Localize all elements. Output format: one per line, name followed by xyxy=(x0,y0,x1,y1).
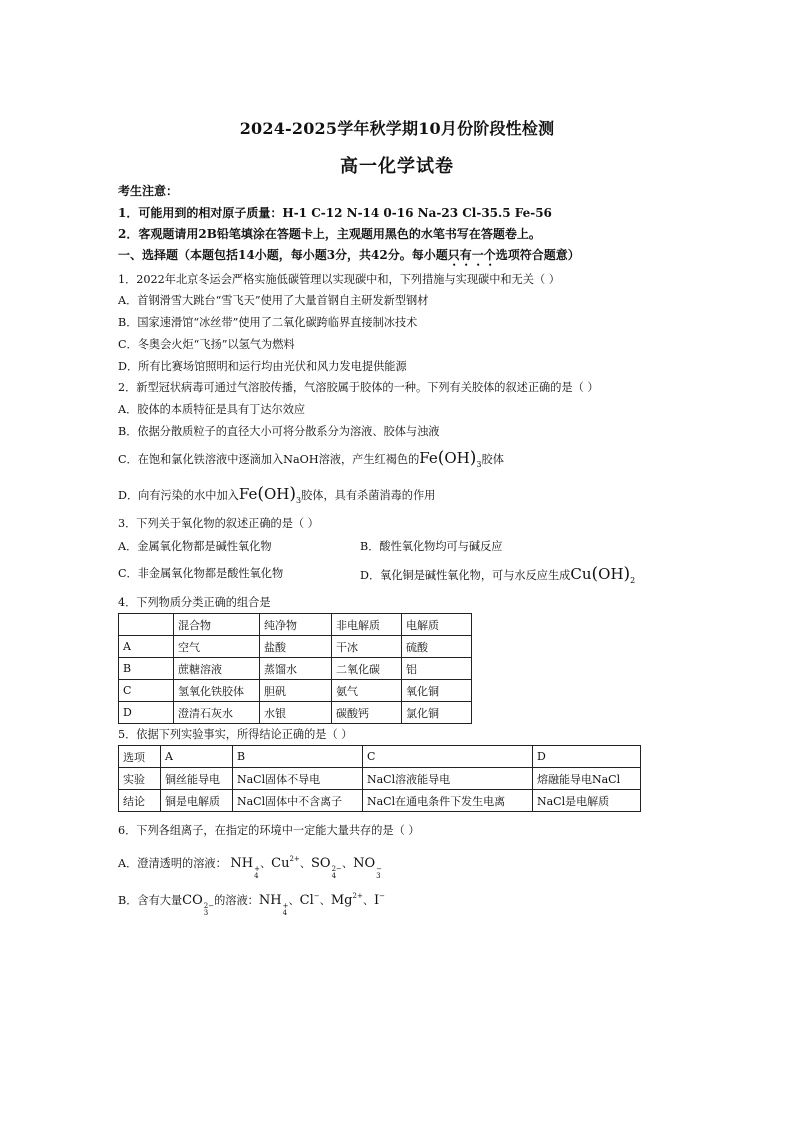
q3-option-c: C．非金属氧化物都是酸性氧化物 xyxy=(118,567,284,580)
table-row xyxy=(119,636,472,658)
table-cell xyxy=(119,614,174,636)
q6-stem: 6．下列各组离子，在指定的环境中一定能大量共存的是（ ） xyxy=(118,824,420,837)
table-cell: 铝 xyxy=(402,658,472,680)
section-heading xyxy=(118,247,580,269)
table-cell: 盐酸 xyxy=(260,636,332,658)
table-cell: 干冰 xyxy=(332,636,402,658)
section-heading-main: 一、选择题（本题包括14小题，每小题3分，共42分。每小题 xyxy=(118,248,448,262)
q3-stem: 3．下列关于氧化物的叙述正确的是（ ） xyxy=(118,517,319,530)
table-cell: B xyxy=(119,658,174,680)
q6-option-b-mid: 的溶液： xyxy=(214,894,259,907)
q2-option-d xyxy=(118,486,435,509)
table-cell: NaCl是电解质 xyxy=(533,790,641,812)
q2-option-d-text: D．向有污染的水中加入 xyxy=(118,489,239,502)
q2-option-c xyxy=(118,450,504,473)
q1-option-c: C．冬奥会火炬“飞扬”以氢气为燃料 xyxy=(118,338,295,351)
table-cell: C xyxy=(363,746,533,768)
table-row xyxy=(119,746,641,768)
q2-option-d-tail: 胶体，具有杀菌消毒的作用 xyxy=(301,489,436,502)
table-cell: 水银 xyxy=(260,702,332,724)
section-heading-tail: 选项符合题意） xyxy=(495,248,580,262)
formula-fe-oh-3: $Fe(OH)_3$ xyxy=(419,448,482,469)
table-cell: 澄清石灰水 xyxy=(174,702,260,724)
table-row xyxy=(119,702,472,724)
q3-option-a: A．金属氧化物都是碱性氧化物 xyxy=(118,540,272,553)
q1-option-b: B．国家速滑馆“冰丝带”使用了二氧化碳跨临界直接制冰技术 xyxy=(118,316,418,329)
q5-experiment-table xyxy=(118,745,641,812)
ion-magnesium: $Mg^{2+}$ xyxy=(330,892,363,908)
ion-nitrate: NO − 3 xyxy=(353,856,383,880)
table-cell: 蒸馏水 xyxy=(260,658,332,680)
table-row xyxy=(119,790,641,812)
table-cell: 碳酸钙 xyxy=(332,702,402,724)
ion-iodide: I− xyxy=(374,892,386,908)
exam-subtitle: 高一化学试卷 xyxy=(340,156,454,177)
table-cell: 电解质 xyxy=(402,614,472,636)
notice-heading: 考生注意： xyxy=(118,184,179,198)
q3-option-d-text: D．氧化铜是碱性氧化物，可与水反应生成 xyxy=(360,569,571,582)
table-cell: 氢氧化铁胶体 xyxy=(174,680,260,702)
ion-ammonium: NH + 4 xyxy=(258,893,289,917)
table-cell: NaCl在通电条件下发生电离 xyxy=(363,790,533,812)
q6-option-b: B．含有大量CO 2− 3 的溶液：NH + 4 、Cl−、$Mg^{2+}$、I− xyxy=(118,892,386,917)
table-row xyxy=(119,614,472,636)
q1-option-a: A．首钢滑雪大跳台“雪飞天”使用了大量首钢自主研发新型钢材 xyxy=(118,294,429,307)
table-cell: NaCl溶液能导电 xyxy=(363,768,533,790)
table-row xyxy=(119,768,641,790)
q3-option-d xyxy=(360,566,635,589)
table-cell: 铜丝能导电 xyxy=(161,768,233,790)
ion-sulfate: SO 2− 4 xyxy=(311,856,342,880)
table-row xyxy=(119,658,472,680)
table-cell: 选项 xyxy=(119,746,161,768)
ion-ammonium: NH + 4 xyxy=(230,856,260,880)
table-cell: B xyxy=(233,746,363,768)
ion-chloride: Cl− xyxy=(299,892,320,908)
q5-stem: 5．依据下列实验事实，所得结论正确的是（ ） xyxy=(118,728,353,741)
q2-option-c-text: C．在饱和氯化铁溶液中逐滴加入NaOH溶液，产生红褐色的 xyxy=(118,453,420,466)
table-cell: C xyxy=(119,680,174,702)
table-cell: 实验 xyxy=(119,768,161,790)
table-cell: 胆矾 xyxy=(260,680,332,702)
table-cell: NaCl固体不导电 xyxy=(233,768,363,790)
q6-option-a: A．澄清透明的溶液： NH + 4 、$Cu^{2+}$、SO 2− 4 、NO − 3 xyxy=(118,855,383,880)
table-cell: 混合物 xyxy=(174,614,260,636)
table-cell: 氧化铜 xyxy=(402,680,472,702)
q1-option-d: D．所有比赛场馆照明和运行均由光伏和风力发电提供能源 xyxy=(118,360,407,373)
table-cell: 纯净物 xyxy=(260,614,332,636)
table-cell: A xyxy=(119,636,174,658)
ion-copper: $Cu^{2+}$ xyxy=(271,855,300,871)
q2-option-b: B．依据分散质粒子的直径大小可将分散系分为溶液、胶体与浊液 xyxy=(118,425,440,438)
q6-option-b-text: B．含有大量 xyxy=(118,894,183,907)
table-cell: 熔融能导电NaCl xyxy=(533,768,641,790)
table-row xyxy=(119,680,472,702)
table-cell: D xyxy=(119,702,174,724)
notice-item-2: 2．客观题请用2B铅笔填涂在答题卡上，主观题用黑色的水笔书写在答题卷上。 xyxy=(118,227,541,241)
table-cell: 非电解质 xyxy=(332,614,402,636)
table-cell: 铜是电解质 xyxy=(161,790,233,812)
notice-item-1: 1．可能用到的相对原子质量：H-1 C-12 N-14 0-16 Na-23 Cl-35.5 Fe-56 xyxy=(118,206,552,220)
table-cell: 氯化铜 xyxy=(402,702,472,724)
q2-stem: 2．新型冠状病毒可通过气溶胶传播，气溶胶属于胶体的一种。下列有关胶体的叙述正确的是（ ） xyxy=(118,381,599,394)
q4-classification-table xyxy=(118,613,472,724)
section-heading-emphasis: 只有一个 xyxy=(447,248,496,262)
table-cell: NaCl固体中不含离子 xyxy=(233,790,363,812)
table-cell: 二氧化碳 xyxy=(332,658,402,680)
table-cell: 硫酸 xyxy=(402,636,472,658)
table-cell: D xyxy=(533,746,641,768)
table-cell: 结论 xyxy=(119,790,161,812)
table-cell: 空气 xyxy=(174,636,260,658)
q3-option-b: B．酸性氧化物均可与碱反应 xyxy=(360,540,503,553)
q2-option-a: A．胶体的本质特征是具有丁达尔效应 xyxy=(118,403,306,416)
table-cell: 氨气 xyxy=(332,680,402,702)
table-cell: A xyxy=(161,746,233,768)
ion-carbonate: CO 2− 3 xyxy=(182,893,215,917)
formula-fe-oh-3: $Fe(OH)_3$ xyxy=(238,484,302,505)
table-cell: 蔗糖溶液 xyxy=(174,658,260,680)
q6-option-a-text: A．澄清透明的溶液： xyxy=(118,857,227,870)
formula-cu-oh-2: $Cu(OH)_2$ xyxy=(570,564,636,585)
q1-stem: 1．2022年北京冬运会严格实施低碳管理以实现碳中和，下列措施与实现碳中和无关（ ） xyxy=(118,273,560,286)
exam-title: 2024-2025学年秋学期10月份阶段性检测 xyxy=(239,119,555,138)
q2-option-c-tail: 胶体 xyxy=(481,453,504,466)
q4-stem: 4．下列物质分类正确的组合是 xyxy=(118,596,271,609)
